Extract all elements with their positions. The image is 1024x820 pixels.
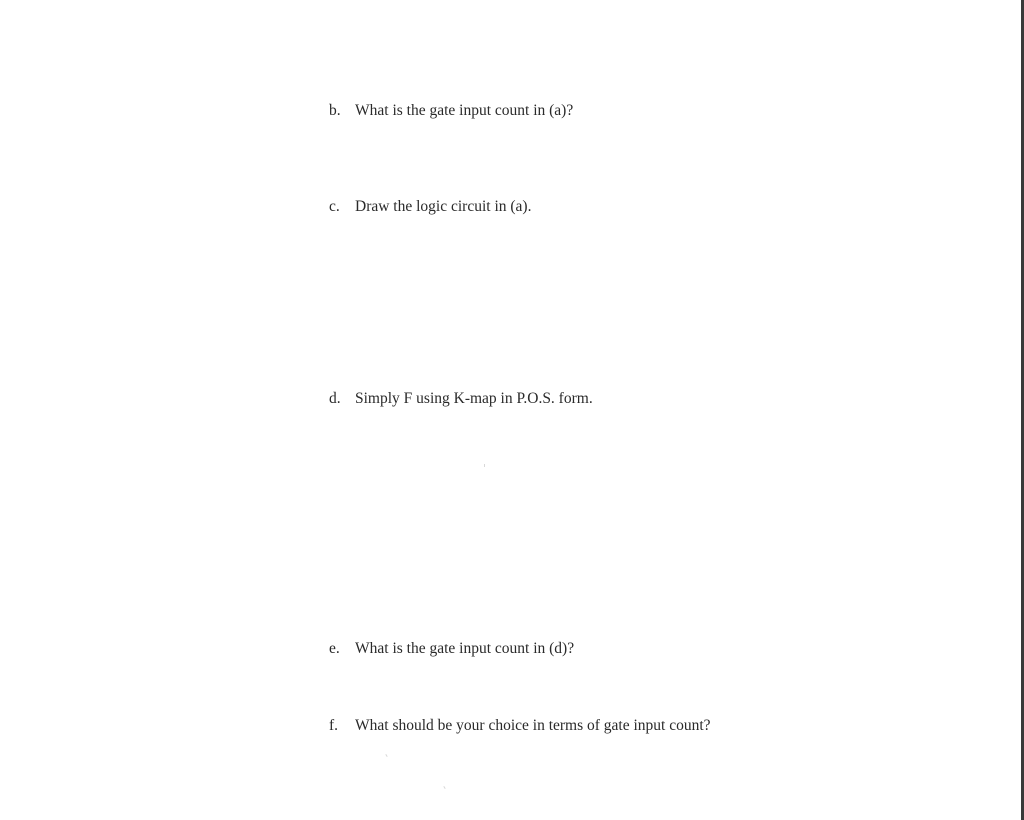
question-f-letter: f. — [329, 717, 339, 734]
question-d-letter: d. — [329, 390, 341, 407]
question-e — [329, 639, 574, 659]
question-c — [329, 197, 531, 217]
question-b-letter: b. — [329, 102, 341, 119]
question-b — [329, 101, 573, 121]
question-e-letter: e. — [329, 640, 340, 657]
question-f-text: What should be your choice in terms of gate input count? — [355, 717, 711, 734]
scan-speck — [385, 754, 387, 757]
question-f — [329, 716, 711, 736]
question-e-text: What is the gate input count in (d)? — [355, 640, 575, 657]
question-d-text: Simply F using K-map in P.O.S. form. — [355, 390, 593, 407]
question-d — [329, 389, 593, 409]
scan-speck — [484, 464, 485, 467]
question-c-text: Draw the logic circuit in (a). — [355, 198, 532, 215]
question-c-letter: c. — [329, 198, 340, 215]
scan-speck — [443, 786, 445, 789]
question-b-text: What is the gate input count in (a)? — [355, 102, 574, 119]
